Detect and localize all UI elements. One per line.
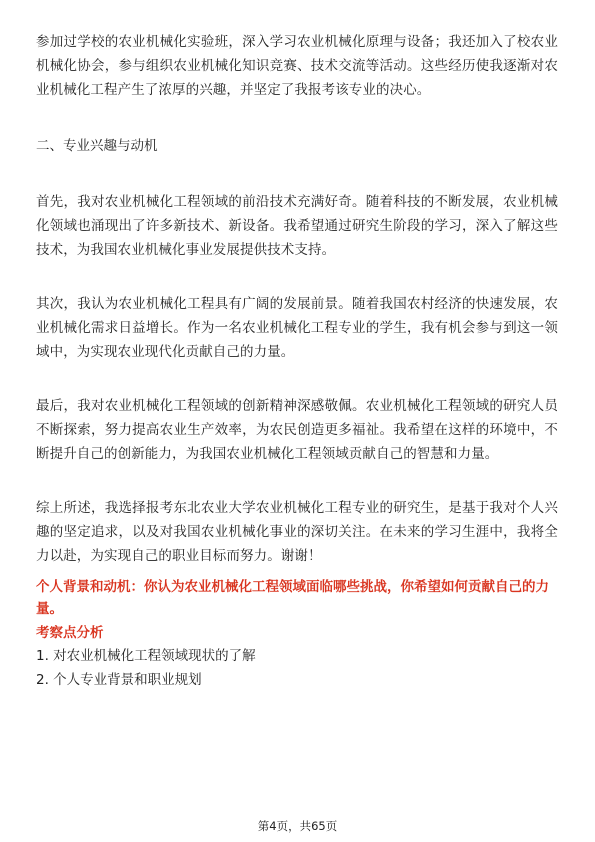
- analysis-title: 考察点分析: [36, 625, 104, 641]
- analysis-item: 1. 对农业机械化工程领域现状的了解: [36, 648, 256, 664]
- question-heading: 个人背景和动机：你认为农业机械化工程领域面临哪些挑战，你希望如何贡献自己的力量。: [36, 579, 549, 617]
- last-paragraph: 最后，我对农业机械化工程领域的创新精神深感敬佩。农业机械化工程领域的研究人员不断探索，努力提高农业生产效率，为农民创造更多福祉。我希望在这样的环境中，不断提升自己的创新能力，为我国农业机械化工程领域贡献自己的智慧和力量。: [36, 398, 558, 462]
- summary-paragraph: 综上所述，我选择报考东北农业大学农业机械化工程专业的研究生，是基于我对个人兴趣的坚定追求，以及对我国农业机械化事业的深切关注。在未来的学习生涯中，我将全力以赴，为实现自己的职业目标而努力。谢谢！: [36, 500, 558, 564]
- intro-paragraph: 参加过学校的农业机械化实验班，深入学习农业机械化原理与设备；我还加入了校农业机械化协会，参与组织农业机械化知识竞赛、技术交流等活动。这些经历使我逐渐对农业机械化工程产生了浓厚的兴趣，并坚定了我报考该专业的决心。: [36, 34, 558, 98]
- document-page: [36, 30, 558, 692]
- second-paragraph: 其次，我认为农业机械化工程具有广阔的发展前景。随着我国农村经济的快速发展，农业机械化需求日益增长。作为一名农业机械化工程专业的学生，我有机会参与到这一领域中，为实现农业现代化贡献自己的力量。: [36, 296, 558, 360]
- page-footer: 第4页，共65页: [257, 819, 338, 833]
- section-heading-interest: 二、专业兴趣与动机: [36, 138, 158, 154]
- analysis-item: 2. 个人专业背景和职业规划: [36, 672, 202, 688]
- first-paragraph: 首先，我对农业机械化工程领域的前沿技术充满好奇。随着科技的不断发展，农业机械化领域也涌现出了许多新技术、新设备。我希望通过研究生阶段的学习，深入了解这些技术，为我国农业机械化事业发展提供技术支持。: [36, 194, 558, 258]
